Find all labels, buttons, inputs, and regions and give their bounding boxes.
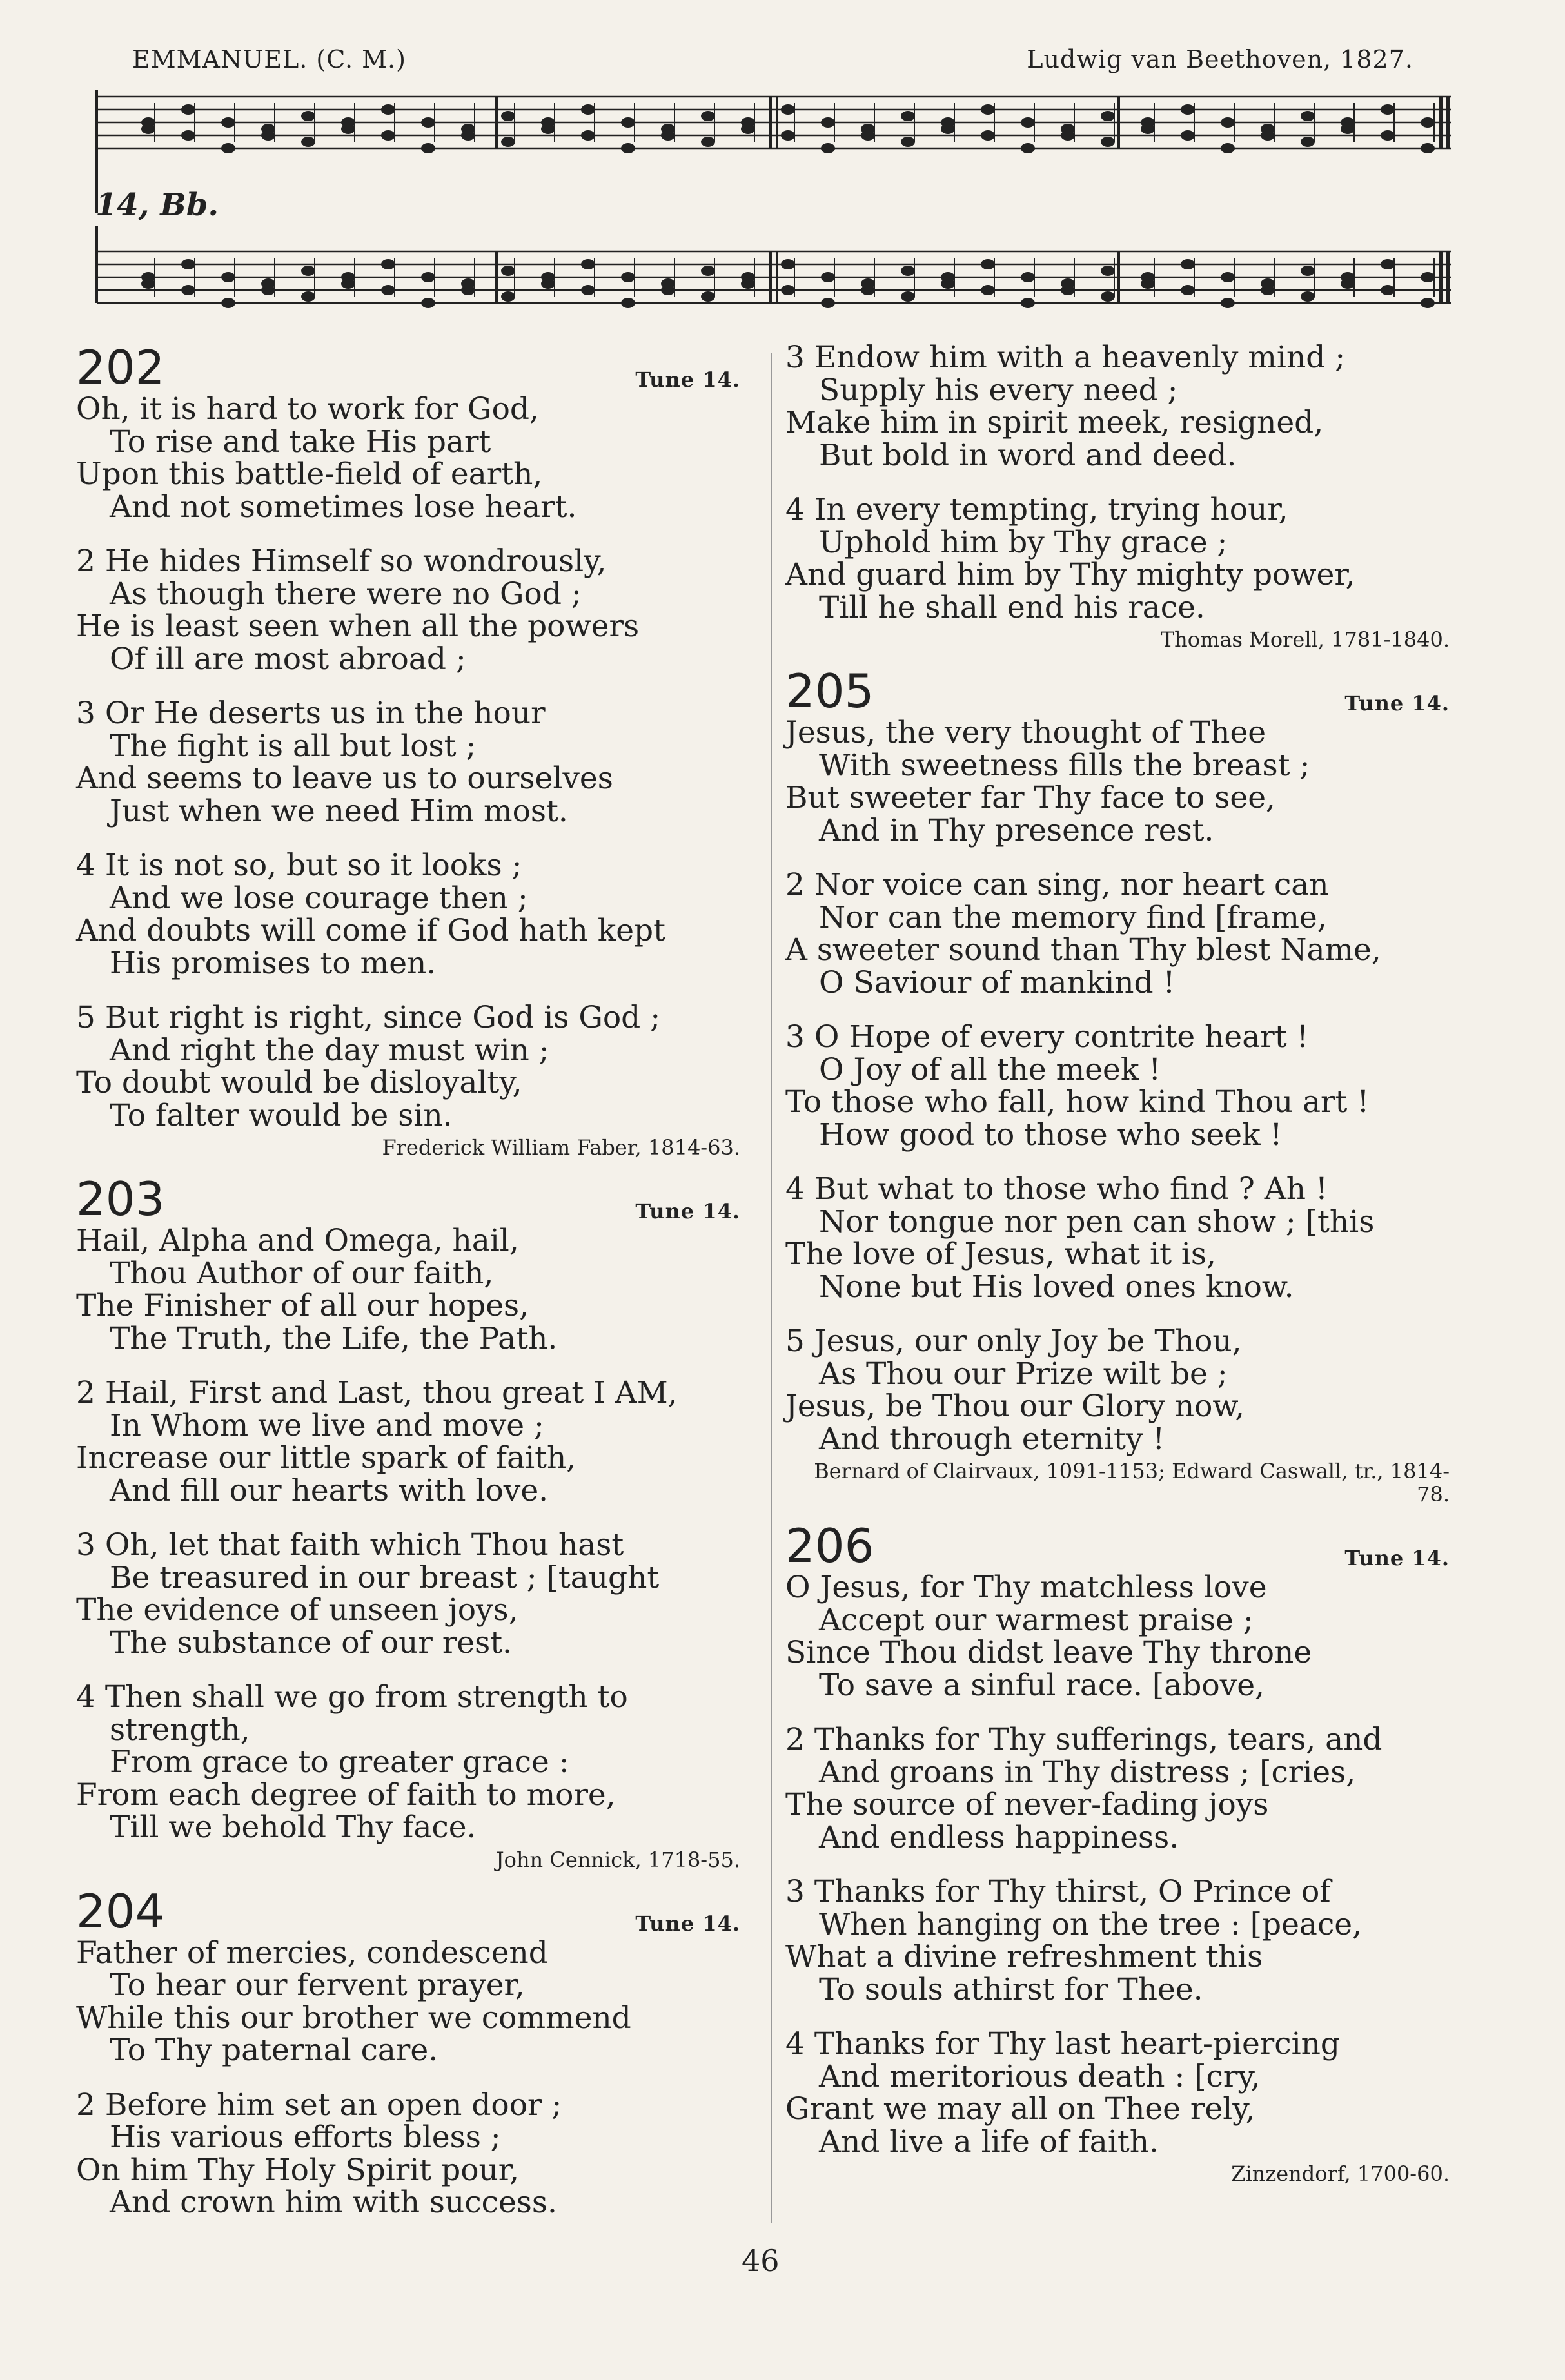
note-head: [341, 278, 355, 289]
verse-line: 4 Thanks for Thy last heart-piercing: [785, 2026, 1340, 2062]
note-head: [1301, 291, 1315, 302]
stanza: [76, 545, 760, 676]
note-head: [501, 266, 515, 276]
verse-line: A sweeter sound than Thy blest Name,: [785, 932, 1381, 968]
note-head: [381, 130, 395, 141]
note-head: [261, 285, 275, 295]
note-head: [861, 130, 875, 141]
verse-line: 3 Thanks for Thy thirst, O Prince of: [785, 1874, 1331, 1909]
verse-line: As Thou our Prize wilt be ;: [819, 1356, 1228, 1392]
note-head: [981, 104, 995, 115]
verse-line: 3 Endow him with a heavenly mind ;: [785, 340, 1346, 375]
verse-line: Till we behold Thy face.: [110, 1809, 477, 1845]
author-credit: Zinzendorf, 1700-60.: [1231, 2161, 1450, 2186]
verse-line: And we lose courage then ;: [110, 880, 528, 916]
note-head: [181, 285, 195, 295]
note-head: [501, 291, 515, 302]
verse-line: In Whom we live and move ;: [110, 1407, 544, 1443]
verse-line: To falter would be sin.: [110, 1097, 453, 1133]
verse-line: Father of mercies, condescend: [76, 1935, 548, 1971]
verse-line: The Truth, the Life, the Path.: [110, 1320, 558, 1356]
note-head: [1141, 278, 1155, 289]
note-head: [341, 124, 355, 134]
verse-line: Upon this battle-field of earth,: [76, 456, 543, 492]
hymn-number: 203: [76, 1172, 165, 1226]
verse-line: Since Thou didst leave Thy throne: [785, 1635, 1312, 1670]
note-head: [581, 104, 595, 115]
note-head: [221, 272, 235, 282]
stanza: [785, 869, 1469, 999]
note-head: [581, 285, 595, 295]
note-head: [1021, 272, 1035, 282]
right-column: [785, 342, 1469, 2200]
verse-line: And meritorious death : [cry,: [819, 2058, 1261, 2094]
note-head: [581, 259, 595, 269]
tune-reference: Tune 14.: [1344, 691, 1450, 716]
verse-line: From each degree of faith to more,: [76, 1777, 616, 1813]
note-head: [661, 285, 675, 295]
stanza: [785, 1572, 1469, 1702]
verse-line: From grace to greater grace :: [110, 1744, 569, 1780]
verse-line: While this our brother we commend: [76, 2000, 631, 2036]
verse-line: The evidence of unseen joys,: [76, 1592, 518, 1628]
note-head: [1101, 137, 1115, 147]
note-head: [1181, 259, 1195, 269]
note-head: [461, 130, 475, 141]
bass-staff: [90, 226, 1457, 329]
note-head: [781, 285, 795, 295]
author-credit: John Cennick, 1718-55.: [495, 1847, 740, 1872]
note-head: [781, 259, 795, 269]
note-head: [181, 130, 195, 141]
tune-reference: Tune 14.: [635, 1911, 740, 1936]
note-head: [821, 272, 835, 282]
note-head: [221, 143, 235, 153]
stanza: [76, 1529, 760, 1659]
note-head: [261, 130, 275, 141]
verse-line: Hail, Alpha and Omega, hail,: [76, 1223, 519, 1258]
stanza: [785, 1325, 1469, 1456]
note-head: [901, 291, 915, 302]
note-head: [621, 143, 635, 153]
stanza: [785, 494, 1469, 624]
stanza: [785, 717, 1469, 847]
verse-line: 2 He hides Himself so wondrously,: [76, 543, 607, 579]
note-head: [781, 130, 795, 141]
verse-line: And guard him by Thy mighty power,: [785, 557, 1355, 592]
note-head: [1421, 117, 1435, 128]
stanza: [785, 1173, 1469, 1303]
note-head: [1261, 130, 1275, 141]
author-credit: Frederick William Faber, 1814-63.: [382, 1135, 740, 1160]
note-head: [381, 285, 395, 295]
note-head: [1221, 298, 1235, 308]
note-head: [1181, 130, 1195, 141]
verse-line: Uphold him by Thy grace ;: [819, 524, 1228, 560]
verse-line: 2 Hail, First and Last, thou great I AM,: [76, 1375, 678, 1410]
note-head: [181, 104, 195, 115]
note-head: [621, 272, 635, 282]
stanza: [76, 2089, 760, 2219]
stanza: [76, 393, 760, 523]
verse-line: And not sometimes lose heart.: [110, 489, 577, 525]
note-head: [1381, 259, 1395, 269]
verse-line: And groans in Thy distress ; [cries,: [819, 1754, 1356, 1790]
note-head: [1101, 291, 1115, 302]
treble-staff: [90, 84, 1457, 213]
note-head: [1061, 130, 1075, 141]
note-head: [861, 285, 875, 295]
verse-line: To those who fall, how kind Thou art !: [785, 1084, 1370, 1120]
note-head: [901, 266, 915, 276]
note-head: [701, 291, 715, 302]
stanza: [785, 1876, 1469, 2006]
verse-line: O Joy of all the meek !: [819, 1051, 1161, 1088]
column-divider: [771, 353, 772, 2223]
note-head: [1021, 298, 1035, 308]
verse-line: Till he shall end his race.: [819, 589, 1205, 625]
note-head: [1261, 285, 1275, 295]
hymn-204-continued: [785, 342, 1469, 651]
verse-line: The love of Jesus, what it is,: [785, 1236, 1216, 1272]
note-head: [1101, 111, 1115, 121]
note-head: [901, 137, 915, 147]
verse-line: O Jesus, for Thy matchless love: [785, 1570, 1267, 1605]
verse-line: His various efforts bless ;: [110, 2120, 501, 2155]
verse-line: As though there were no God ;: [110, 576, 582, 612]
note-head: [461, 285, 475, 295]
note-head: [1301, 137, 1315, 147]
hymn-number: 206: [785, 1519, 874, 1573]
note-head: [1221, 143, 1235, 153]
verse-line: None but His loved ones know.: [819, 1269, 1294, 1305]
stanza: [785, 2028, 1469, 2158]
tune-name: EMMANUEL. (C. M.): [132, 45, 406, 73]
note-head: [1341, 124, 1355, 134]
stanza: [785, 1021, 1469, 1151]
verse-line: 2 Before him set an open door ;: [76, 2087, 562, 2123]
verse-line: 2 Thanks for Thy sufferings, tears, and: [785, 1722, 1383, 1757]
tune-number: 14, Bb.: [95, 187, 219, 223]
note-head: [981, 130, 995, 141]
note-head: [741, 278, 755, 289]
note-head: [621, 298, 635, 308]
verse-line: Oh, it is hard to work for God,: [76, 391, 539, 427]
verse-line: Jesus, be Thou our Glory now,: [785, 1389, 1245, 1424]
note-head: [901, 111, 915, 121]
verse-line: strength,: [110, 1712, 250, 1748]
note-head: [1421, 298, 1435, 308]
verse-line: How good to those who seek !: [819, 1117, 1283, 1153]
verse-line: What a divine refreshment this: [785, 1939, 1263, 1975]
verse-line: And seems to leave us to ourselves: [76, 761, 613, 796]
note-head: [421, 272, 435, 282]
note-head: [701, 137, 715, 147]
hymn-number: 204: [76, 1884, 165, 1938]
note-head: [621, 117, 635, 128]
verse-line: Jesus, the very thought of Thee: [785, 715, 1266, 750]
verse-line: 4 But what to those who find ? Ah !: [785, 1171, 1328, 1207]
verse-line: 3 Or He deserts us in the hour: [76, 696, 546, 731]
verse-line: 5 Jesus, our only Joy be Thou,: [785, 1323, 1242, 1359]
verse-line: And endless happiness.: [819, 1819, 1179, 1855]
note-head: [541, 124, 555, 134]
note-head: [1421, 143, 1435, 153]
stanza: [785, 342, 1469, 472]
stanza: [785, 1724, 1469, 1854]
hymn-203: [76, 1173, 760, 1871]
note-head: [1181, 285, 1195, 295]
stanza: [76, 1002, 760, 1132]
verse-line: The fight is all but lost ;: [110, 728, 477, 764]
note-head: [501, 137, 515, 147]
note-head: [1341, 278, 1355, 289]
note-head: [1381, 104, 1395, 115]
stanza: [76, 697, 760, 828]
note-head: [141, 124, 155, 134]
verse-line: 4 Then shall we go from strength to: [76, 1679, 628, 1715]
verse-line: To doubt would be disloyalty,: [76, 1065, 522, 1100]
note-head: [1381, 130, 1395, 141]
hymn-number: 205: [785, 664, 874, 718]
verse-line: And crown him with success.: [110, 2185, 557, 2220]
verse-line: To Thy paternal care.: [110, 2033, 438, 2068]
verse-line: His promises to men.: [110, 945, 437, 981]
author-credit: Thomas Morell, 1781-1840.: [1160, 627, 1450, 652]
stanza: [76, 1377, 760, 1507]
note-head: [781, 104, 795, 115]
note-head: [1021, 117, 1035, 128]
note-head: [181, 259, 195, 269]
note-head: [141, 278, 155, 289]
stanza: [76, 1937, 760, 2067]
note-head: [301, 266, 315, 276]
note-head: [301, 111, 315, 121]
note-head: [1101, 266, 1115, 276]
verse-line: When hanging on the tree : [peace,: [819, 1906, 1363, 1942]
verse-line: With sweetness fills the breast ;: [819, 747, 1310, 783]
note-head: [421, 117, 435, 128]
note-head: [821, 143, 835, 153]
verse-line: Be treasured in our breast ; [taught: [110, 1559, 660, 1595]
note-head: [1221, 272, 1235, 282]
page-number: 46: [742, 2243, 780, 2278]
note-head: [221, 298, 235, 308]
stanza: [76, 1681, 760, 1844]
note-head: [421, 298, 435, 308]
note-head: [421, 143, 435, 153]
note-head: [701, 266, 715, 276]
note-head: [821, 117, 835, 128]
verse-line: Of ill are most abroad ;: [110, 641, 466, 677]
hymn-202: [76, 342, 760, 1159]
note-head: [821, 298, 835, 308]
note-head: [941, 278, 955, 289]
verse-line: And fill our hearts with love.: [110, 1472, 549, 1508]
verse-line: 3 Oh, let that faith which Thou hast: [76, 1527, 624, 1563]
verse-line: 4 In every tempting, trying hour,: [785, 492, 1288, 527]
note-head: [541, 278, 555, 289]
hymn-205: [785, 665, 1469, 1506]
verse-line: The substance of our rest.: [110, 1624, 513, 1661]
note-head: [1021, 143, 1035, 153]
composer-credit: Ludwig van Beethoven, 1827.: [1027, 45, 1413, 73]
verse-line: Thou Author of our faith,: [110, 1255, 494, 1291]
tune-reference: Tune 14.: [635, 1199, 740, 1224]
verse-line: But sweeter far Thy face to see,: [785, 780, 1275, 815]
verse-line: 5 But right is right, since God is God ;: [76, 1000, 661, 1035]
note-head: [1301, 266, 1315, 276]
note-head: [301, 291, 315, 302]
verse-line: But bold in word and deed.: [819, 437, 1237, 473]
note-head: [1061, 285, 1075, 295]
stanza: [76, 850, 760, 980]
tune-reference: Tune 14.: [1344, 1546, 1450, 1570]
verse-line: And through eternity !: [819, 1421, 1165, 1457]
verse-line: Supply his every need ;: [819, 372, 1178, 408]
verse-line: To souls athirst for Thee.: [819, 1971, 1203, 2007]
left-column: [76, 342, 760, 2241]
note-head: [1221, 117, 1235, 128]
verse-line: To hear our fervent prayer,: [110, 1967, 525, 2003]
note-head: [301, 137, 315, 147]
verse-line: And live a life of faith.: [819, 2123, 1159, 2160]
tune-reference: Tune 14.: [635, 367, 740, 392]
note-head: [1141, 124, 1155, 134]
note-head: [1181, 104, 1195, 115]
verse-line: On him Thy Holy Spirit pour,: [76, 2152, 520, 2188]
verse-line: Increase our little spark of faith,: [76, 1440, 576, 1476]
verse-line: Nor tongue nor pen can show ; [this: [819, 1204, 1375, 1240]
note-head: [501, 111, 515, 121]
verse-line: The source of never-fading joys: [785, 1787, 1269, 1822]
hymn-number: 202: [76, 340, 165, 395]
verse-line: Grant we may all on Thee rely,: [785, 2091, 1255, 2127]
author-credit: Bernard of Clairvaux, 1091-1153; Edward Caswall, tr., 1814-78.: [814, 1459, 1450, 1507]
hymn-204: [76, 1886, 760, 2219]
verse-line: 4 It is not so, but so it looks ;: [76, 848, 522, 883]
verse-line: To save a sinful race. [above,: [819, 1667, 1265, 1703]
verse-line: 3 O Hope of every contrite heart !: [785, 1019, 1309, 1055]
verse-line: To rise and take His part: [110, 424, 491, 460]
verse-line: 2 Nor voice can sing, nor heart can: [785, 867, 1329, 902]
note-head: [1381, 285, 1395, 295]
note-head: [221, 117, 235, 128]
note-head: [581, 130, 595, 141]
note-head: [941, 124, 955, 134]
note-head: [661, 130, 675, 141]
verse-line: Accept our warmest praise ;: [819, 1602, 1254, 1638]
hymn-206: [785, 1520, 1469, 2185]
note-head: [741, 124, 755, 134]
note-head: [1421, 272, 1435, 282]
verse-line: Nor can the memory find [frame,: [819, 899, 1327, 935]
stanza: [76, 1225, 760, 1355]
verse-line: And doubts will come if God hath kept: [76, 913, 666, 948]
verse-line: He is least seen when all the powers: [76, 609, 640, 644]
note-head: [1301, 111, 1315, 121]
verse-line: O Saviour of mankind !: [819, 964, 1176, 1000]
verse-line: And in Thy presence rest.: [819, 812, 1214, 848]
note-head: [981, 259, 995, 269]
note-head: [701, 111, 715, 121]
verse-line: The Finisher of all our hopes,: [76, 1288, 529, 1323]
verse-line: Just when we need Him most.: [110, 793, 568, 829]
note-head: [381, 104, 395, 115]
note-head: [381, 259, 395, 269]
verse-line: Make him in spirit meek, resigned,: [785, 405, 1324, 440]
verse-line: And right the day must win ;: [110, 1032, 549, 1068]
note-head: [981, 285, 995, 295]
